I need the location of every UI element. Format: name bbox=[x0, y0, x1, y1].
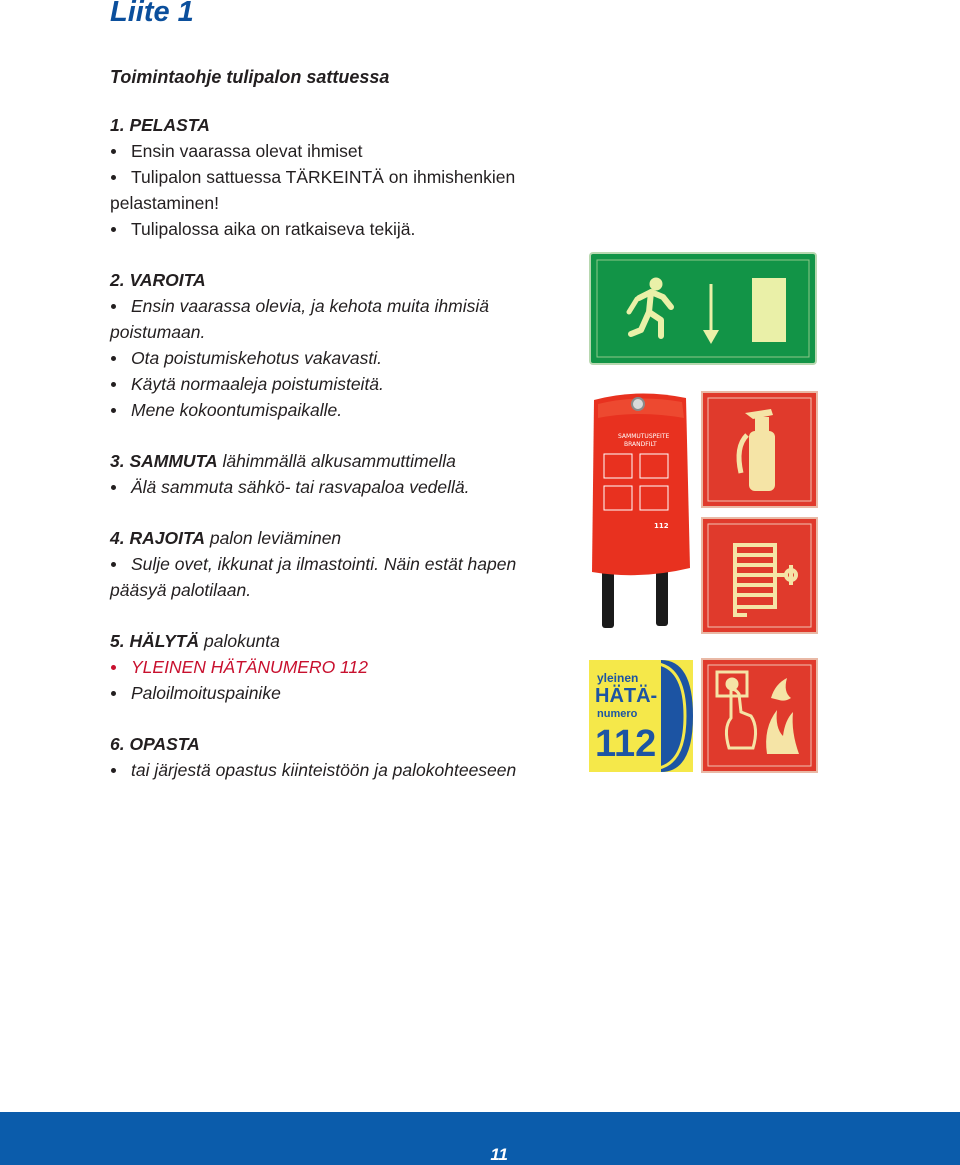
section-pelasta bbox=[110, 112, 580, 242]
section-heading-rest: palokunta bbox=[199, 631, 280, 651]
list-item: Sulje ovet, ikkunat ja ilmastointi. Näin estät hapen bbox=[110, 551, 580, 577]
section-list bbox=[110, 757, 580, 783]
section-heading: 3. SAMMUTA bbox=[110, 451, 218, 471]
instructions bbox=[110, 112, 580, 808]
section-heading: 4. RAJOITA bbox=[110, 528, 205, 548]
fire-blanket-label: SAMMUTUSPEITE bbox=[618, 433, 670, 440]
list-item: Älä sammuta sähkö- tai rasvapaloa vedellä. bbox=[110, 474, 580, 500]
section-heading: 6. OPASTA bbox=[110, 734, 200, 754]
page-title: Liite 1 bbox=[110, 0, 194, 28]
fire-alarm-button-sign-icon bbox=[701, 658, 818, 773]
footer-bar bbox=[0, 1112, 960, 1165]
section-heading: 5. HÄLYTÄ bbox=[110, 631, 200, 651]
list-item: tai järjestä opastus kiinteistöön ja palokohteeseen bbox=[110, 757, 580, 783]
sign-text-yleinen: yleinen bbox=[597, 671, 639, 685]
section-list bbox=[110, 474, 580, 500]
section-heading: 1. PELASTA bbox=[110, 115, 210, 135]
fire-hose-reel-sign-icon bbox=[701, 517, 818, 634]
list-item-continuation: poistumaan. bbox=[110, 322, 206, 342]
section-list bbox=[110, 293, 580, 423]
section-opasta bbox=[110, 731, 580, 783]
section-heading-rest: lähimmällä alkusammuttimella bbox=[217, 451, 456, 471]
list-item: Tulipalossa aika on ratkaiseva tekijä. bbox=[110, 216, 580, 242]
fire-blanket-label: BRANDFILT bbox=[624, 441, 657, 448]
list-item: Käytä normaaleja poistumisteitä. bbox=[110, 371, 580, 397]
section-heading-rest: palon leviäminen bbox=[204, 528, 342, 548]
section-list bbox=[110, 138, 580, 242]
list-item-continuation: pääsyä palotilaan. bbox=[110, 580, 252, 600]
sign-text-numero: numero bbox=[597, 708, 638, 720]
emergency-number-sign-icon bbox=[589, 660, 693, 772]
emergency-exit-sign-icon bbox=[589, 252, 817, 365]
fire-blanket-icon bbox=[588, 388, 692, 632]
list-item: Paloilmoituspainike bbox=[110, 680, 580, 706]
section-list bbox=[110, 551, 580, 603]
list-item-continuation: pelastaminen! bbox=[110, 193, 219, 213]
sign-text-112: 112 bbox=[595, 723, 657, 765]
section-halyta bbox=[110, 628, 580, 706]
section-list bbox=[110, 654, 580, 706]
section-sammuta bbox=[110, 448, 580, 500]
sign-text-hata: HÄTÄ- bbox=[595, 685, 658, 707]
section-varoita bbox=[110, 267, 580, 423]
fire-blanket-number: 112 bbox=[654, 522, 669, 530]
list-item: Ensin vaarassa olevat ihmiset bbox=[110, 138, 580, 164]
list-item: Ensin vaarassa olevia, ja kehota muita ihmisiä bbox=[110, 293, 580, 319]
emergency-number-item: YLEINEN HÄTÄNUMERO 112 bbox=[110, 654, 580, 680]
page-number: 11 bbox=[490, 1145, 508, 1164]
list-item: Mene kokoontumispaikalle. bbox=[110, 397, 580, 423]
page-subtitle: Toimintaohje tulipalon sattuessa bbox=[110, 67, 390, 87]
list-item: Ota poistumiskehotus vakavasti. bbox=[110, 345, 580, 371]
list-item: Tulipalon sattuessa TÄRKEINTÄ on ihmishenkien bbox=[110, 164, 580, 190]
section-heading: 2. VAROITA bbox=[110, 270, 206, 290]
section-rajoita bbox=[110, 525, 580, 603]
fire-extinguisher-sign-icon bbox=[701, 391, 818, 508]
